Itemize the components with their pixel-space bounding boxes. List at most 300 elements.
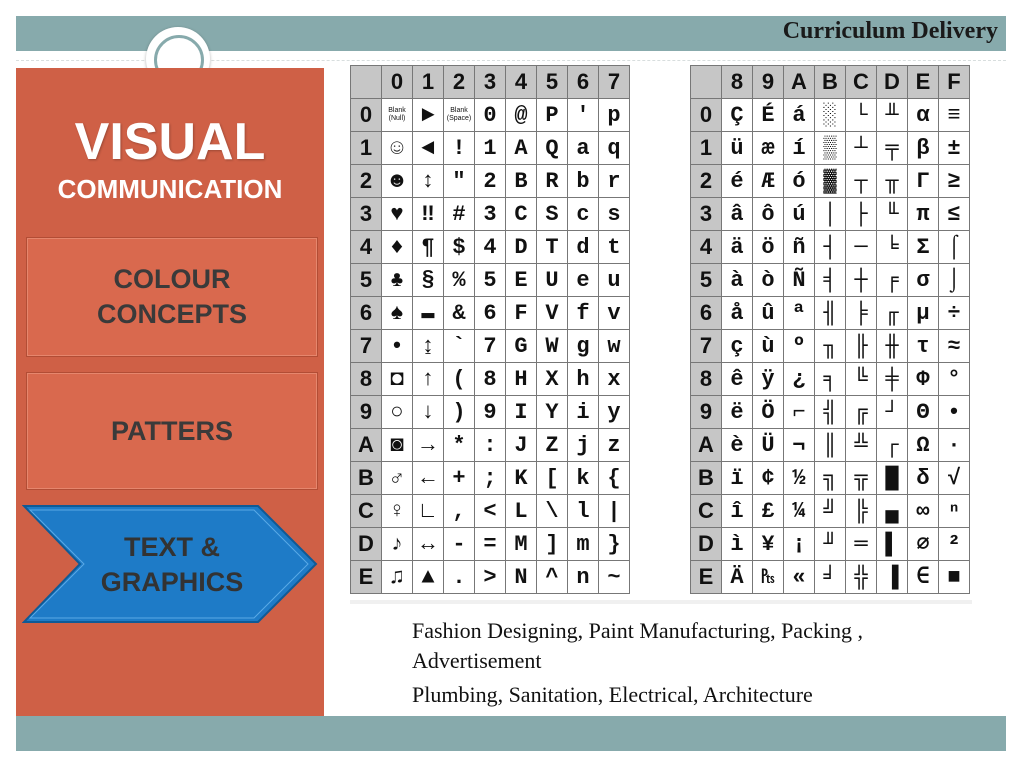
- table-row: [351, 165, 630, 198]
- table-cell: •: [939, 396, 970, 429]
- table-cell: ⌡: [939, 264, 970, 297]
- table-cell: ¼: [784, 495, 815, 528]
- table-row: [351, 495, 630, 528]
- column-header: 2: [444, 66, 475, 99]
- table-cell: ü: [722, 132, 753, 165]
- row-header: 5: [691, 264, 722, 297]
- table-cell: T: [537, 231, 568, 264]
- column-header: 4: [506, 66, 537, 99]
- table-cell: α: [908, 99, 939, 132]
- table-cell: £: [753, 495, 784, 528]
- table-cell: ■: [939, 561, 970, 594]
- table-cell: Y: [537, 396, 568, 429]
- table-cell: ╘: [877, 231, 908, 264]
- table-row: [351, 429, 630, 462]
- table-cell: ¬: [784, 429, 815, 462]
- table-cell: ÷: [939, 297, 970, 330]
- table-cell: v: [599, 297, 630, 330]
- table-row: [691, 495, 970, 528]
- nav-patters-button[interactable]: [26, 372, 318, 490]
- row-header: 7: [691, 330, 722, 363]
- table-cell: ╥: [877, 165, 908, 198]
- table-cell: Æ: [753, 165, 784, 198]
- table-cell: ╣: [815, 396, 846, 429]
- char-table: [350, 65, 630, 594]
- table-cell: i: [568, 396, 599, 429]
- table-cell: û: [753, 297, 784, 330]
- table-cell: V: [537, 297, 568, 330]
- table-cell: u: [599, 264, 630, 297]
- table-cell: í: [784, 132, 815, 165]
- table-cell: ╝: [815, 495, 846, 528]
- table-row: [691, 528, 970, 561]
- table-cell: -: [444, 528, 475, 561]
- table-cell: P: [537, 99, 568, 132]
- column-header: 3: [475, 66, 506, 99]
- table-cell: ◘: [382, 363, 413, 396]
- table-cell: ╡: [815, 264, 846, 297]
- table-cell: c: [568, 198, 599, 231]
- table-cell: Ñ: [784, 264, 815, 297]
- table-cell: `: [444, 330, 475, 363]
- table-cell: E: [506, 264, 537, 297]
- table-cell: δ: [908, 462, 939, 495]
- table-cell: ä: [722, 231, 753, 264]
- table-cell: ↨: [413, 330, 444, 363]
- table-cell: ♫: [382, 561, 413, 594]
- table-cell: °: [939, 363, 970, 396]
- table-cell: ♀: [382, 495, 413, 528]
- table-cell: 3: [475, 198, 506, 231]
- table-cell: ≈: [939, 330, 970, 363]
- table-cell: ♦: [382, 231, 413, 264]
- table-cell: D: [506, 231, 537, 264]
- table-cell: [: [537, 462, 568, 495]
- table-cell: █: [877, 462, 908, 495]
- table-cell: n: [568, 561, 599, 594]
- table-cell: C: [506, 198, 537, 231]
- table-cell: µ: [908, 297, 939, 330]
- row-header: B: [691, 462, 722, 495]
- table-cell: B: [506, 165, 537, 198]
- row-header: 2: [351, 165, 382, 198]
- table-cell: ←: [413, 462, 444, 495]
- column-header: 7: [599, 66, 630, 99]
- row-header: B: [351, 462, 382, 495]
- table-cell: ¥: [753, 528, 784, 561]
- table-cell: ◄: [413, 132, 444, 165]
- table-cell: r: [599, 165, 630, 198]
- row-header: 5: [351, 264, 382, 297]
- table-cell: ╩: [846, 429, 877, 462]
- table-shadow: [350, 600, 972, 604]
- table-cell: 7: [475, 330, 506, 363]
- table-cell: ╙: [877, 198, 908, 231]
- table-cell: ─: [846, 231, 877, 264]
- table-cell: •: [382, 330, 413, 363]
- table-row: [691, 363, 970, 396]
- table-cell: ═: [846, 528, 877, 561]
- table-cell: $: [444, 231, 475, 264]
- table-cell: (: [444, 363, 475, 396]
- table-cell: s: [599, 198, 630, 231]
- table-cell: ½: [784, 462, 815, 495]
- nav-colour-concepts-button[interactable]: [26, 237, 318, 357]
- table-cell: Θ: [908, 396, 939, 429]
- nav-text-graphics-text: TEXT & GRAPHICS: [100, 532, 244, 597]
- table-cell: 5: [475, 264, 506, 297]
- table-cell: p: [599, 99, 630, 132]
- table-cell: └: [846, 99, 877, 132]
- table-cell: á: [784, 99, 815, 132]
- column-header: C: [846, 66, 877, 99]
- table-cell: 4: [475, 231, 506, 264]
- table-cell: ¿: [784, 363, 815, 396]
- table-cell: ►: [413, 99, 444, 132]
- table-cell: H: [506, 363, 537, 396]
- table-cell: ï: [722, 462, 753, 495]
- nav-patters-label: PATTERS: [110, 415, 233, 446]
- sidebar-title: VISUAL: [74, 113, 266, 171]
- table-cell: β: [908, 132, 939, 165]
- table-cell: +: [444, 462, 475, 495]
- table-cell: <: [475, 495, 506, 528]
- row-header: E: [351, 561, 382, 594]
- table-cell: º: [784, 330, 815, 363]
- table-cell: ñ: [784, 231, 815, 264]
- table-cell: ¢: [753, 462, 784, 495]
- table-cell: ┌: [877, 429, 908, 462]
- table-cell: ±: [939, 132, 970, 165]
- table-cell: ┴: [846, 132, 877, 165]
- table-cell: :: [475, 429, 506, 462]
- table-cell: =: [475, 528, 506, 561]
- table-row: [351, 99, 630, 132]
- table-cell: §: [413, 264, 444, 297]
- table-cell: I: [506, 396, 537, 429]
- table-cell: &: [444, 297, 475, 330]
- column-header: B: [815, 66, 846, 99]
- table-row: [691, 462, 970, 495]
- row-header: 9: [351, 396, 382, 429]
- table-cell: ↑: [413, 363, 444, 396]
- table-cell: ]: [537, 528, 568, 561]
- table-cell: ≡: [939, 99, 970, 132]
- row-header: 3: [351, 198, 382, 231]
- table-cell: É: [753, 99, 784, 132]
- table-cell: ░: [815, 99, 846, 132]
- column-header: 1: [413, 66, 444, 99]
- row-header: C: [691, 495, 722, 528]
- table-cell: ╪: [877, 363, 908, 396]
- table-cell: ♠: [382, 297, 413, 330]
- table-cell: ◙: [382, 429, 413, 462]
- table-cell: ╒: [877, 264, 908, 297]
- table-cell: ¶: [413, 231, 444, 264]
- table-cell: ê: [722, 363, 753, 396]
- table-corner: [351, 66, 382, 99]
- row-header: 1: [691, 132, 722, 165]
- table-cell: ♣: [382, 264, 413, 297]
- table-cell: ┼: [846, 264, 877, 297]
- row-header: 9: [691, 396, 722, 429]
- table-row: [691, 264, 970, 297]
- table-cell: L: [506, 495, 537, 528]
- table-row: [351, 264, 630, 297]
- row-header: 3: [691, 198, 722, 231]
- row-header: 7: [351, 330, 382, 363]
- table-cell: q: [599, 132, 630, 165]
- table-cell: ┤: [815, 231, 846, 264]
- table-cell: 9: [475, 396, 506, 429]
- table-cell: Z: [537, 429, 568, 462]
- row-header: D: [351, 528, 382, 561]
- table-cell: b: [568, 165, 599, 198]
- table-cell: ╚: [846, 363, 877, 396]
- table-row: [351, 396, 630, 429]
- table-cell: ╬: [846, 561, 877, 594]
- table-cell: π: [908, 198, 939, 231]
- table-cell: Φ: [908, 363, 939, 396]
- table-row: [691, 330, 970, 363]
- table-cell: ↔: [413, 528, 444, 561]
- column-header: 6: [568, 66, 599, 99]
- table-cell: ¡: [784, 528, 815, 561]
- table-cell: ∟: [413, 495, 444, 528]
- table-cell: X: [537, 363, 568, 396]
- table-row: [691, 198, 970, 231]
- table-cell: ╕: [815, 363, 846, 396]
- table-cell: W: [537, 330, 568, 363]
- table-cell: à: [722, 264, 753, 297]
- row-header: D: [691, 528, 722, 561]
- table-cell: Ç: [722, 99, 753, 132]
- table-row: [351, 363, 630, 396]
- row-header: 8: [351, 363, 382, 396]
- table-cell: ┘: [877, 396, 908, 429]
- table-cell: ≥: [939, 165, 970, 198]
- table-row: [351, 528, 630, 561]
- table-cell: h: [568, 363, 599, 396]
- table-row: [351, 198, 630, 231]
- table-cell: ↓: [413, 396, 444, 429]
- nav-text-graphics-label: [22, 530, 322, 600]
- table-cell: S: [537, 198, 568, 231]
- table-cell: 8: [475, 363, 506, 396]
- table-cell: ♥: [382, 198, 413, 231]
- table-cell: ▐: [877, 561, 908, 594]
- table-cell: ▲: [413, 561, 444, 594]
- table-row: [691, 297, 970, 330]
- nav-colour-concepts-label: COLOUR CONCEPTS: [96, 264, 248, 329]
- table-cell: ú: [784, 198, 815, 231]
- table-cell: t: [599, 231, 630, 264]
- table-cell: τ: [908, 330, 939, 363]
- table-cell: K: [506, 462, 537, 495]
- table-row: [691, 132, 970, 165]
- table-cell: ♪: [382, 528, 413, 561]
- table-cell: Blank (Space): [444, 99, 475, 132]
- table-cell: k: [568, 462, 599, 495]
- ascii-table-right: [690, 65, 970, 594]
- table-cell: Q: [537, 132, 568, 165]
- table-cell: Γ: [908, 165, 939, 198]
- table-cell: Ä: [722, 561, 753, 594]
- row-header: 4: [351, 231, 382, 264]
- table-cell: ╗: [815, 462, 846, 495]
- table-cell: ╔: [846, 396, 877, 429]
- table-cell: ²: [939, 528, 970, 561]
- row-header: 0: [691, 99, 722, 132]
- table-cell: ╤: [877, 132, 908, 165]
- table-cell: *: [444, 429, 475, 462]
- table-row: [351, 462, 630, 495]
- table-cell: ô: [753, 198, 784, 231]
- table-row: [691, 396, 970, 429]
- table-cell: e: [568, 264, 599, 297]
- table-row: [691, 165, 970, 198]
- table-cell: ╓: [877, 297, 908, 330]
- table-cell: 0: [475, 99, 506, 132]
- table-cell: â: [722, 198, 753, 231]
- table-cell: ▄: [877, 495, 908, 528]
- table-cell: Ü: [753, 429, 784, 462]
- row-header: E: [691, 561, 722, 594]
- table-cell: |: [599, 495, 630, 528]
- table-cell: J: [506, 429, 537, 462]
- table-cell: ▓: [815, 165, 846, 198]
- table-cell: ☺: [382, 132, 413, 165]
- table-row: [691, 231, 970, 264]
- row-header: 4: [691, 231, 722, 264]
- table-cell: G: [506, 330, 537, 363]
- table-cell: ≤: [939, 198, 970, 231]
- table-cell: x: [599, 363, 630, 396]
- row-header: C: [351, 495, 382, 528]
- table-cell: Ö: [753, 396, 784, 429]
- table-cell: æ: [753, 132, 784, 165]
- table-cell: √: [939, 462, 970, 495]
- table-cell: \: [537, 495, 568, 528]
- table-cell: å: [722, 297, 753, 330]
- ascii-table-left: [350, 65, 630, 594]
- table-cell: w: [599, 330, 630, 363]
- table-cell: f: [568, 297, 599, 330]
- table-cell: 2: [475, 165, 506, 198]
- table-cell: ∞: [908, 495, 939, 528]
- row-header: 6: [691, 297, 722, 330]
- table-cell: d: [568, 231, 599, 264]
- table-cell: A: [506, 132, 537, 165]
- table-row: [691, 561, 970, 594]
- table-cell: é: [722, 165, 753, 198]
- table-cell: ○: [382, 396, 413, 429]
- table-cell: ▬: [413, 297, 444, 330]
- table-cell: !: [444, 132, 475, 165]
- row-header: 6: [351, 297, 382, 330]
- column-header: F: [939, 66, 970, 99]
- table-cell: ∈: [908, 561, 939, 594]
- sidebar-subtitle: COMMUNICATION: [57, 174, 283, 204]
- table-cell: ó: [784, 165, 815, 198]
- table-cell: ╦: [846, 462, 877, 495]
- table-cell: l: [568, 495, 599, 528]
- table-corner: [691, 66, 722, 99]
- table-cell: ├: [846, 198, 877, 231]
- table-cell: z: [599, 429, 630, 462]
- table-cell: ª: [784, 297, 815, 330]
- table-cell: è: [722, 429, 753, 462]
- table-cell: %: [444, 264, 475, 297]
- header-title: Curriculum Delivery: [782, 18, 998, 44]
- column-header: A: [784, 66, 815, 99]
- column-header: 5: [537, 66, 568, 99]
- column-header: 9: [753, 66, 784, 99]
- table-cell: ╞: [846, 297, 877, 330]
- table-cell: @: [506, 99, 537, 132]
- table-cell: {: [599, 462, 630, 495]
- table-cell: ": [444, 165, 475, 198]
- table-cell: ÿ: [753, 363, 784, 396]
- table-cell: ⌐: [784, 396, 815, 429]
- column-header: D: [877, 66, 908, 99]
- table-cell: U: [537, 264, 568, 297]
- table-cell: ┬: [846, 165, 877, 198]
- table-cell: ╜: [815, 528, 846, 561]
- row-header: A: [691, 429, 722, 462]
- table-cell: ì: [722, 528, 753, 561]
- table-row: [351, 561, 630, 594]
- row-header: 0: [351, 99, 382, 132]
- table-cell: ): [444, 396, 475, 429]
- table-cell: ▒: [815, 132, 846, 165]
- row-header: 1: [351, 132, 382, 165]
- bottom-bar: [16, 716, 1006, 751]
- table-cell: Blank (Null): [382, 99, 413, 132]
- table-cell: F: [506, 297, 537, 330]
- table-cell: ;: [475, 462, 506, 495]
- caption-applications: Fashion Designing, Paint Manufacturing, Packing , Advertisement: [412, 618, 863, 673]
- table-cell: │: [815, 198, 846, 231]
- char-table: [690, 65, 970, 594]
- table-cell: ↕: [413, 165, 444, 198]
- table-cell: R: [537, 165, 568, 198]
- table-cell: ║: [815, 429, 846, 462]
- table-cell: ⁿ: [939, 495, 970, 528]
- table-cell: ╠: [846, 495, 877, 528]
- table-cell: ╢: [815, 297, 846, 330]
- table-cell: ^: [537, 561, 568, 594]
- table-cell: N: [506, 561, 537, 594]
- table-row: [351, 231, 630, 264]
- table-cell: ,: [444, 495, 475, 528]
- table-cell: }: [599, 528, 630, 561]
- table-cell: ☻: [382, 165, 413, 198]
- table-cell: ‼: [413, 198, 444, 231]
- column-header: 0: [382, 66, 413, 99]
- table-cell: ': [568, 99, 599, 132]
- table-row: [351, 132, 630, 165]
- table-cell: «: [784, 561, 815, 594]
- table-cell: ç: [722, 330, 753, 363]
- table-row: [691, 429, 970, 462]
- table-cell: j: [568, 429, 599, 462]
- table-cell: 1: [475, 132, 506, 165]
- row-header: A: [351, 429, 382, 462]
- caption-trades: Plumbing, Sanitation, Electrical, Architecture: [412, 682, 813, 707]
- table-row: [351, 297, 630, 330]
- table-cell: σ: [908, 264, 939, 297]
